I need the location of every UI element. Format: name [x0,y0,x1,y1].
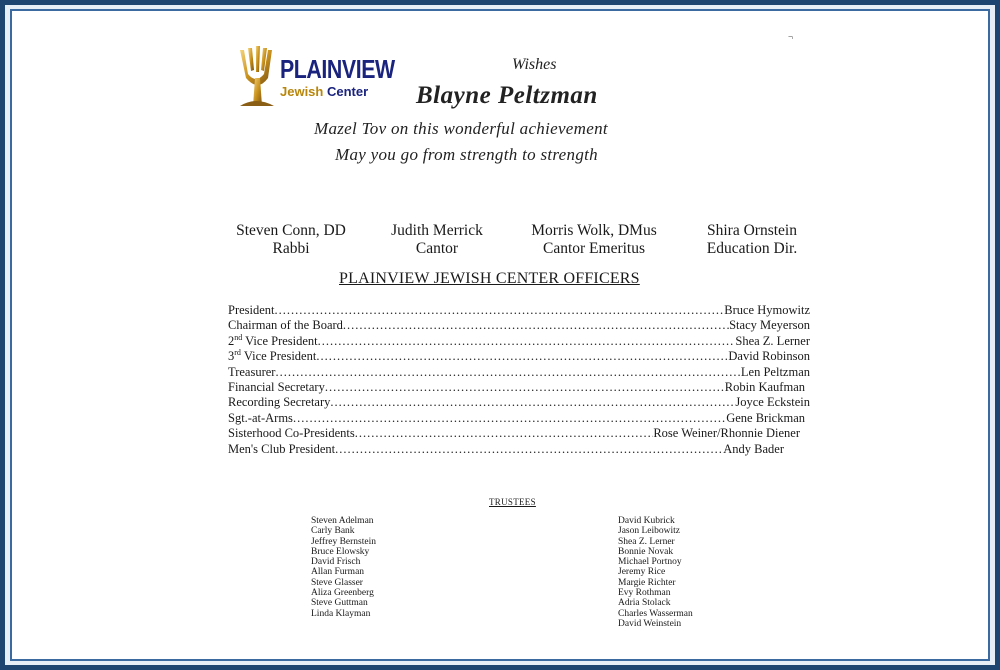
leader-dots [318,334,736,349]
ordinal-suffix: nd [234,333,243,342]
leader-dots [343,318,729,333]
officer-name: Joyce Eckstein [735,395,810,410]
trustee-name: Bonnie Novak [618,546,674,557]
trustee-name: Michael Portnoy [618,557,682,568]
logo-name: PLAINVIEW [280,54,395,84]
officer-name: Len Peltzman [740,364,810,379]
officer-row [228,395,810,410]
trustee-name: Steven Adelman [311,516,374,526]
officer-title: Sgt.-at-Arms [228,410,293,425]
leader-dots [316,349,728,364]
officer-title-text: Vice President [240,349,317,364]
trustees-heading: TRUSTEES [489,497,536,507]
officer-name: Robin Kaufman [724,380,805,395]
staff-name: Morris Wolk, DMus [531,222,657,239]
logo-subtitle-b: Center [326,84,369,99]
staff-education-director [694,222,810,258]
officer-row [228,303,810,318]
officer-row [228,411,805,426]
staff-role: Education Dir. [706,240,798,257]
officer-title: Treasurer [228,364,276,379]
officer-row [228,426,800,441]
staff-role: Cantor [415,240,459,257]
officer-name: Gene Brickman [726,410,805,425]
plainview-logo [236,44,396,110]
officer-title [228,334,318,349]
logo-subtitle-a: Jewish [280,84,324,99]
leader-dots [335,442,723,457]
trustee-name: Jason Leibowitz [618,526,681,537]
staff-cantor-emeritus [516,222,672,258]
trustees-column-left [311,516,376,619]
trustee-name: Steve Glasser [311,577,363,588]
trustee-name: David Weinstein [618,618,682,629]
ordinal-number: 3 [228,349,235,364]
trustee-name: Carly Bank [311,526,355,537]
trustee-name: Aliza Greenberg [311,588,374,599]
trustee-name: Jeffrey Bernstein [311,536,376,547]
officer-name: Shea Z. Lerner [735,333,810,348]
officer-row [228,318,810,333]
officer-name: David Robinson [728,349,810,364]
staff-name: Shira Ornstein [707,222,797,239]
officer-title: Recording Secretary [228,395,331,410]
officer-name: Andy Bader [723,441,784,456]
officers-list [228,303,810,457]
menorah-icon [236,44,278,108]
trustee-name: Shea Z. Lerner [618,536,675,547]
staff-cantor [380,222,494,258]
ordinal-suffix: rd [234,349,241,358]
trustees-column-right [618,516,693,629]
trustee-name: Bruce Elowsky [311,546,370,557]
trustee-name: Steve Guttman [311,598,368,609]
congrats-line-2: May you go from strength to strength [335,145,598,164]
trustee-name: Charles Wasserman [618,608,693,619]
ordinal-number: 2 [228,333,235,348]
staff-role: Cantor Emeritus [542,240,646,257]
officer-title: Chairman of the Board [228,318,343,333]
trustee-name: Jeremy Rice [618,567,666,578]
officer-name: Rose Weiner/Rhonnie Diener [653,426,800,441]
trustee-name: Margie Richter [618,577,676,588]
trustee-name: David Kubrick [618,516,675,526]
congrats-line-1: Mazel Tov on this wonderful achievement [314,119,608,138]
officer-title [228,349,316,364]
logo-subtitle [280,84,368,99]
leader-dots [293,411,726,426]
leader-dots [325,380,725,395]
staff-role: Rabbi [272,240,310,257]
honoree-name: Blayne Peltzman [416,82,598,109]
officer-row [228,349,810,364]
leader-dots [275,303,725,318]
officer-title: Sisterhood Co-Presidents [228,426,355,441]
trustee-name: Linda Klayman [311,608,371,619]
leader-dots [330,395,735,410]
staff-name: Judith Merrick [391,222,483,239]
officer-title-text: Vice President [242,333,318,348]
staff-rabbi [222,222,360,258]
leader-dots [275,365,740,380]
officer-row [228,442,784,457]
officer-title: President [228,303,275,317]
trustee-name: Evy Rothman [618,588,671,599]
wishes-text: Wishes [512,56,557,73]
trustee-name: Allan Furman [311,567,365,578]
officer-name: Stacy Meyerson [729,318,810,333]
officer-title: Men's Club President [228,441,336,456]
officer-title: Financial Secretary [228,380,325,395]
officers-heading: PLAINVIEW JEWISH CENTER OFFICERS [339,270,640,287]
trustee-name: Adria Stolack [618,598,671,609]
officer-row [228,380,805,395]
officer-row [228,334,810,349]
leader-dots [355,426,654,441]
officer-row [228,365,810,380]
staff-name: Steven Conn, DD [236,222,346,239]
officer-name: Bruce Hymowitz [724,303,810,317]
corner-mark: ¬ [788,32,794,42]
trustee-name: David Frisch [311,557,361,568]
